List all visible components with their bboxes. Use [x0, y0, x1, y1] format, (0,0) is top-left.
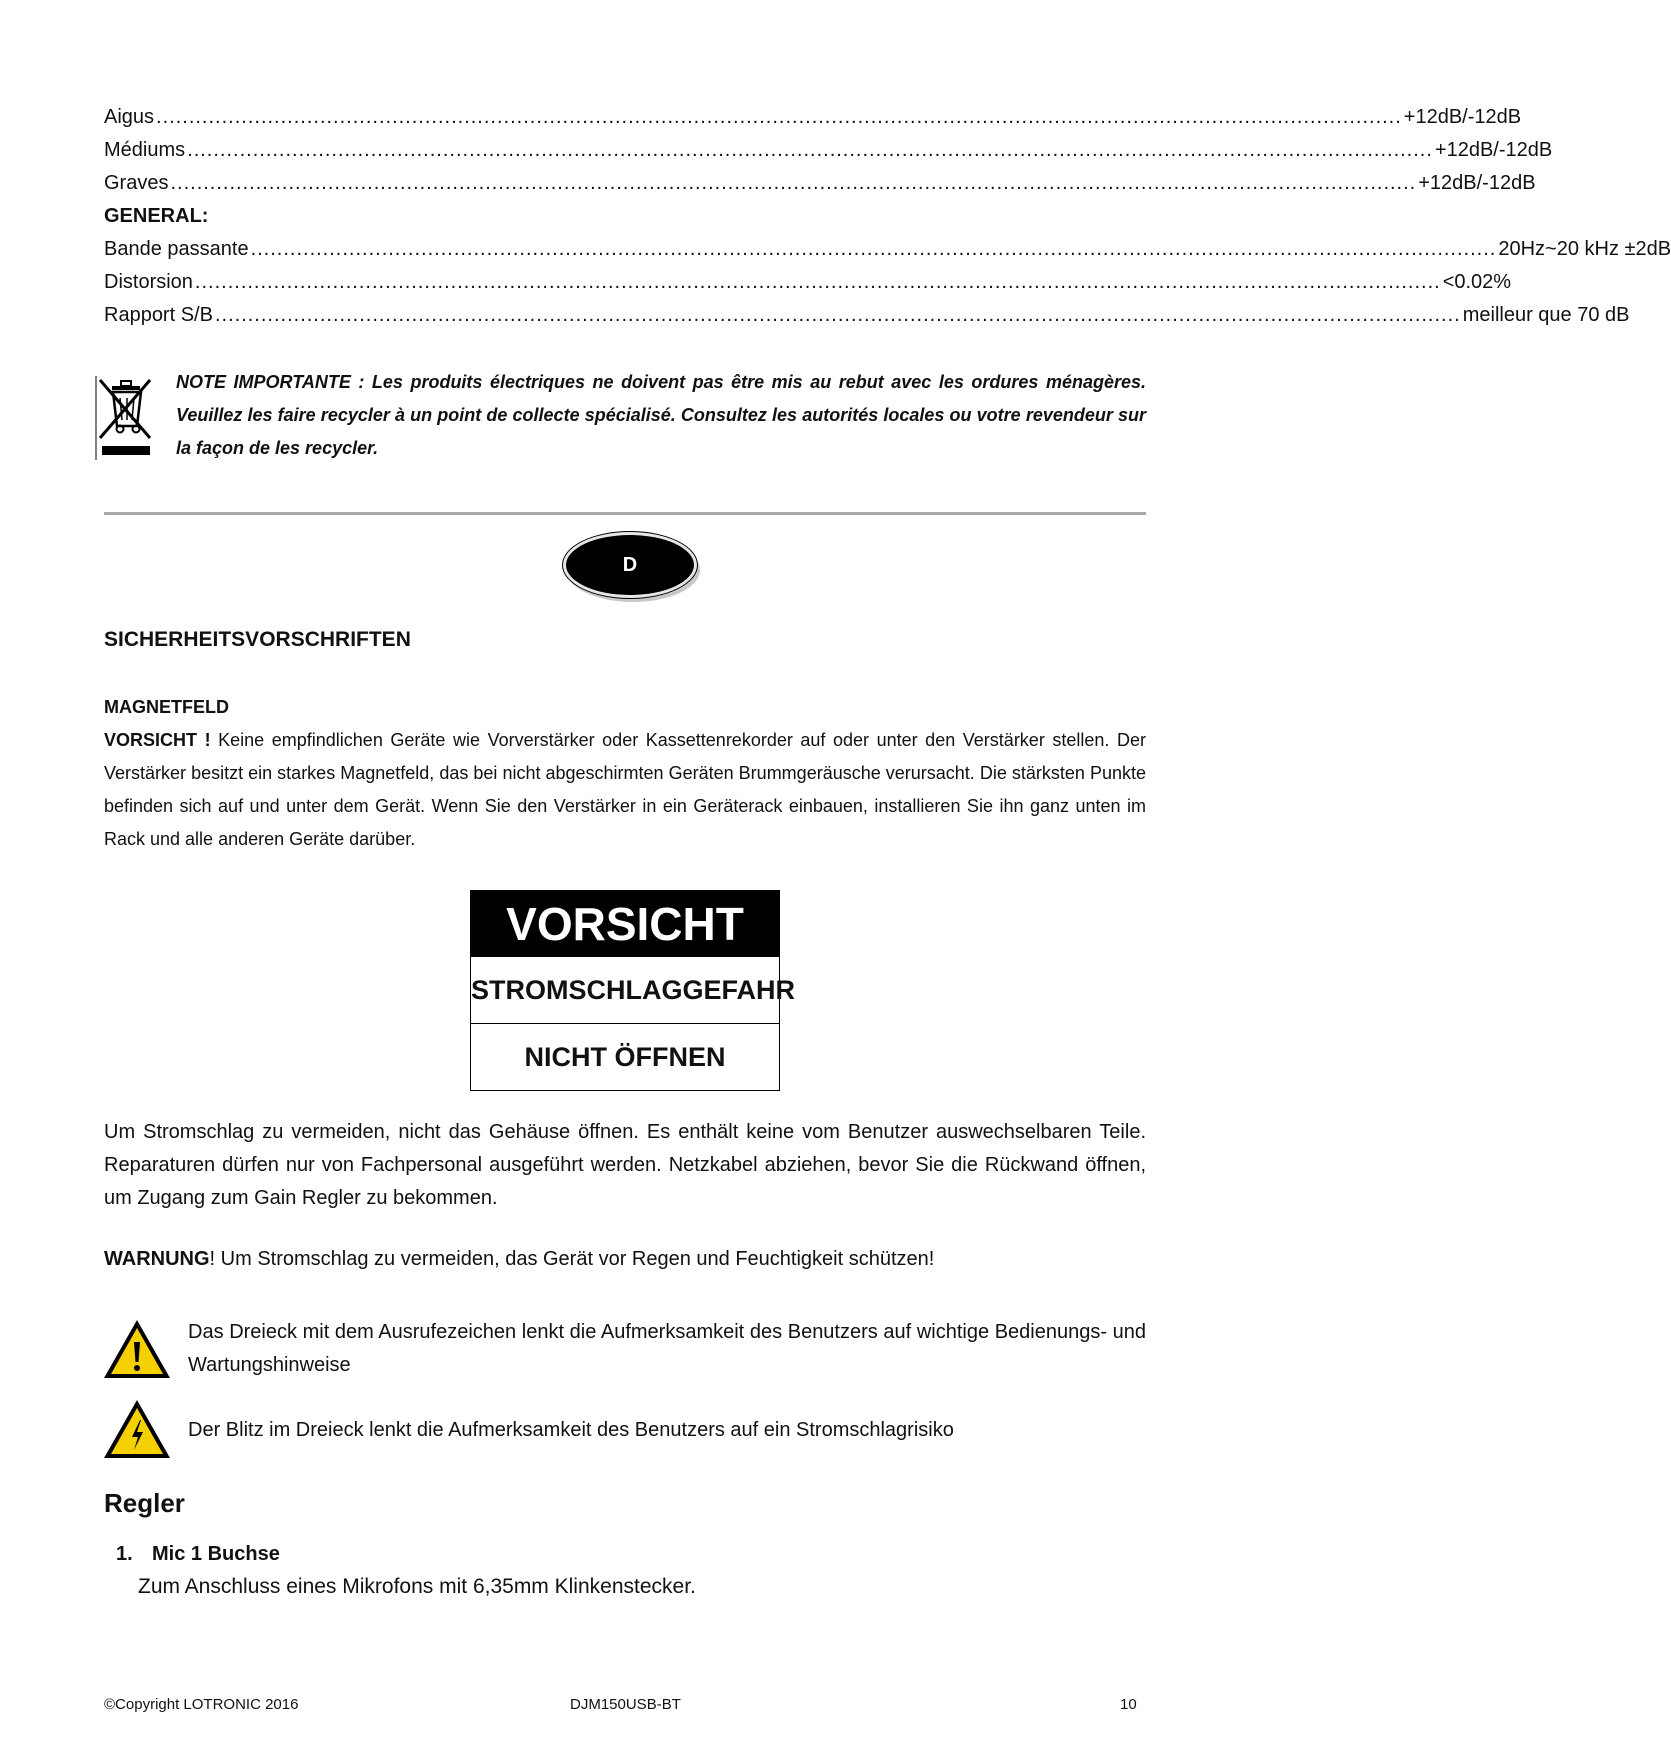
lightning-triangle-icon	[102, 1398, 172, 1460]
electric-shock-warning-box	[470, 890, 795, 1091]
spec-value: 20Hz~20 kHz ±2dB	[1498, 238, 1671, 260]
item1-number: 1.	[116, 1543, 133, 1565]
regler-heading: Regler	[104, 1488, 185, 1518]
exclamation-triangle-icon	[102, 1318, 172, 1380]
spec-row-distorsion: Distorsion .............................................................................................................................................................................................. <0.02%	[104, 271, 1512, 293]
warnung-label: WARNUNG	[104, 1248, 210, 1270]
spec-label: Médiums	[104, 139, 186, 161]
spec-row-mediums: Médiums .............................................................................................................................................................................................. +12dB/-12dB	[104, 139, 1553, 161]
spec-value: <0.02%	[1442, 271, 1512, 293]
spec-value: +12dB/-12dB	[1434, 139, 1553, 161]
warnung-paragraph	[104, 1248, 1146, 1271]
section-divider	[104, 512, 1146, 515]
spec-row-graves: Graves .............................................................................................................................................................................................. +12dB/-12dB	[104, 172, 1536, 194]
spec-label: Distorsion	[104, 271, 193, 293]
warning-box-line1: STROMSCHLAGGEFAHR	[471, 975, 795, 1005]
spec-row-bande-passante: Bande passante .............................................................................................................................................................................................. 20Hz~20 kHz ±2dB	[104, 238, 1671, 260]
weee-bin-icon	[94, 374, 156, 460]
spec-value: meilleur que 70 dB	[1462, 304, 1630, 326]
item1-description: Zum Anschluss eines Mikrofons mit 6,35mm Klinkenstecker.	[138, 1575, 696, 1598]
spec-value: +12dB/-12dB	[1403, 106, 1522, 128]
spec-value: +12dB/-12dB	[1418, 172, 1536, 194]
caution-label: VORSICHT !	[104, 730, 211, 750]
warning-box-title: VORSICHT	[471, 891, 779, 957]
spec-row-aigus: Aigus .............................................................................................................................................................................................. +12dB/-12dB	[104, 106, 1522, 128]
footer-copyright: ©Copyright LOTRONIC 2016	[104, 1696, 299, 1713]
safety-heading: SICHERHEITSVORSCHRIFTEN	[104, 628, 411, 651]
magnet-text: Keine empfindlichen Geräte wie Vorverstärker oder Kassettenrekorder auf oder unter den Verstärker stellen. Der Verstärker besitzt ein starkes Magnetfeld, das bei nicht abgeschirmten Geräten Brummgeräusche verursacht. Die stärksten Punkte befinden sich auf und unter dem Gerät. Wenn Sie den Verstärker in ein Geräterack einbauen, installieren Sie ihn ganz unten im Rack und alle anderen Geräte darüber.	[104, 730, 1146, 849]
spec-label: Bande passante	[104, 238, 249, 260]
exclamation-description: Das Dreieck mit dem Ausrufezeichen lenkt die Aufmerksamkeit des Benutzers auf wichtige Bedienungs- und Wartungshinweise	[188, 1321, 1146, 1376]
language-badge: D	[563, 532, 697, 598]
recycling-note: NOTE IMPORTANTE : Les produits électriques ne doivent pas être mis au rebut avec les ordures ménagères. Veuillez les faire recycler à un point de collecte spécialisé. Consultez les autorités locales ou votre revendeur sur la façon de les recycler.	[176, 372, 1146, 458]
footer-page-number: 10	[1120, 1696, 1137, 1713]
magnet-heading: MAGNETFELD	[104, 697, 229, 717]
spec-label: Graves	[104, 172, 169, 194]
shock-paragraph: Um Stromschlag zu vermeiden, nicht das Gehäuse öffnen. Es enthält keine vom Benutzer auswechselbaren Teile. Reparaturen dürfen nur von Fachpersonal ausgeführt werden. Netzkabel abziehen, bevor Sie die Rückwand öffnen, um Zugang zum Gain Regler zu bekommen.	[104, 1121, 1146, 1209]
footer-model: DJM150USB-BT	[570, 1696, 681, 1713]
spec-label: Rapport S/B	[104, 304, 213, 326]
item1-title: Mic 1 Buchse	[152, 1543, 280, 1565]
magnet-paragraph	[104, 724, 1146, 856]
warnung-text: ! Um Stromschlag zu vermeiden, das Gerät vor Regen und Feuchtigkeit schützen!	[209, 1248, 935, 1270]
general-heading: GENERAL:	[104, 205, 209, 227]
spec-label: Aigus	[104, 106, 155, 128]
warning-box-line2: NICHT ÖFFNEN	[471, 1023, 779, 1090]
lightning-description: Der Blitz im Dreieck lenkt die Aufmerksamkeit des Benutzers auf ein Stromschlagrisiko	[188, 1419, 954, 1441]
spec-row-rapport-sb: Rapport S/B .............................................................................................................................................................................................. meilleur que 70 dB	[104, 304, 1630, 326]
